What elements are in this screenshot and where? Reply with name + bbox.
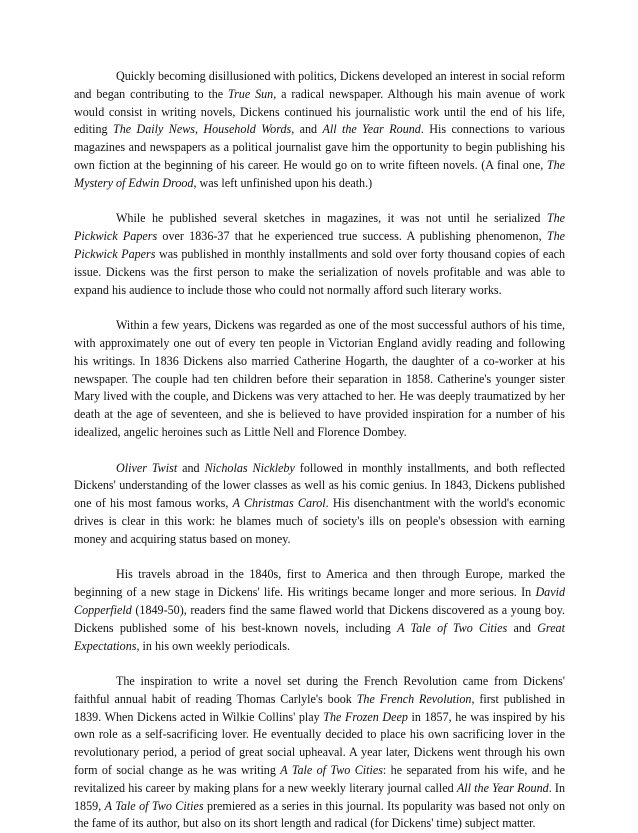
text-run: premiered as a series in this journal. Its popularity was based not only on the fame of its author, but also on its short length and radical (for Dickens' time) subject matter. [74, 798, 565, 831]
italic-title: A Tale of Two Cities [397, 620, 508, 635]
text-run: : he separated from his wife, and he revitalized his career by making plans for a new weekly literary journal called [74, 763, 565, 795]
text-run: , [194, 122, 204, 137]
italic-title: All the Year Round [456, 780, 549, 795]
text-run: . In 1859, [74, 780, 565, 813]
italic-title: The French Revolution [356, 691, 472, 706]
text-run: , in his own weekly periodicals. [136, 638, 290, 653]
text-run: was published in monthly installments and sold over forty thousand copies of each issue. Dickens was the first person to make the serialization of novels profitable and was able to expand his audience to include those who could not normally afford such literary works. [74, 246, 565, 297]
italic-title: The Mystery of Edwin Drood [74, 157, 565, 190]
paragraph-5 [74, 566, 565, 655]
italic-title: The Frozen Deep [323, 709, 408, 724]
italic-title: Nicholas Nickleby [204, 460, 295, 475]
italic-title: Great Expectations [74, 620, 565, 653]
italic-title: A Christmas Carol [232, 496, 326, 511]
italic-title: True Sun [228, 86, 274, 101]
text-run: . His connections to various magazines and newspapers as a political journalist gave him the opportunity to begin publishing his own fiction at the beginning of his career. He would go on to write fifteen novels. (A final one, [74, 122, 565, 172]
paragraph-1 [74, 68, 565, 193]
paragraph-6 [74, 673, 565, 833]
italic-title: A Tale of Two Cities [280, 763, 383, 778]
paragraph-3 [74, 317, 565, 442]
text-run: , first published in 1839. When Dickens acted in Wilkie Collins' play [74, 691, 565, 724]
italic-title: The Daily News [112, 122, 195, 137]
text-run: Within a few years, Dickens was regarded as one of the most successful authors of his time, with approximately one out of every ten people in Victorian England avidly reading and following his writings. In 1836 Dickens also married Catherine Hogarth, the daughter of a co-worker at his newspaper. The couple had ten children before their separation in 1858. Catherine's younger sister Mary lived with the couple, and Dickens was very attached to her. He was deeply traumatized by her death at the age of seventeen, and she is believed to have provided inspiration for a number of his idealized, angelic heroines such as Little Nell and Florence Dombey. [74, 318, 565, 439]
italic-title: The Pickwick Papers [74, 211, 565, 244]
text-run: over 1836-37 that he experienced true success. A publishing phenomenon, [157, 229, 547, 244]
text-run: , was left unfinished upon his death.) [193, 175, 373, 190]
italic-title: Household Words [203, 122, 292, 137]
text-run: The inspiration to write a novel set during the French Revolution came from Dickens' faithful annual habit of reading Thomas Carlyle's book [74, 674, 565, 706]
text-run: While he published several sketches in magazines, it was not until he serialized [116, 211, 547, 226]
paragraph-4 [74, 460, 565, 549]
italic-title: A Tale of Two Cities [104, 798, 204, 813]
italic-title: The Pickwick Papers [74, 229, 565, 261]
text-run: Quickly becoming disillusioned with politics, Dickens developed an interest in social reform and began contributing to the [74, 69, 565, 101]
text-run: (1849-50), readers find the same flawed world that Dickens discovered as a young boy. Dickens published some of his best-known novels, including [74, 602, 565, 635]
italic-title: All the Year Round [322, 122, 421, 137]
italic-title: Oliver Twist [116, 460, 178, 475]
paragraph-2 [74, 210, 565, 299]
text-run: . His disenchantment with the world's economic drives is clear in this work: he blames much of society's ills on people's obsession with earning money and acquiring status based on money. [74, 496, 565, 546]
text-run: and [507, 620, 538, 635]
text-run: , a radical newspaper. Although his main avenue of work would consist in writing novels, Dickens continued his journalistic work until the end of his life, editing [74, 86, 565, 137]
text-run: His travels abroad in the 1840s, first to America and then through Europe, marked the beginning of a new stage in Dickens' life. His writings became longer and more serious. In [74, 567, 565, 600]
text-run: , and [291, 122, 323, 137]
text-run: followed in monthly installments, and both reflected Dickens' understanding of the lower classes as well as his comic genius. In 1843, Dickens published one of his most famous works, [74, 460, 565, 511]
text-run: in 1857, he was inspired by his own role as a self-sacrificing lover. He eventually decided to place his own sacrificing lover in the revolutionary period, a period of great social upheaval. A year later, Dickens went through his own form of social change as he was writing [74, 709, 565, 778]
text-run: and [177, 460, 205, 475]
italic-title: David Copperfield [74, 585, 565, 617]
